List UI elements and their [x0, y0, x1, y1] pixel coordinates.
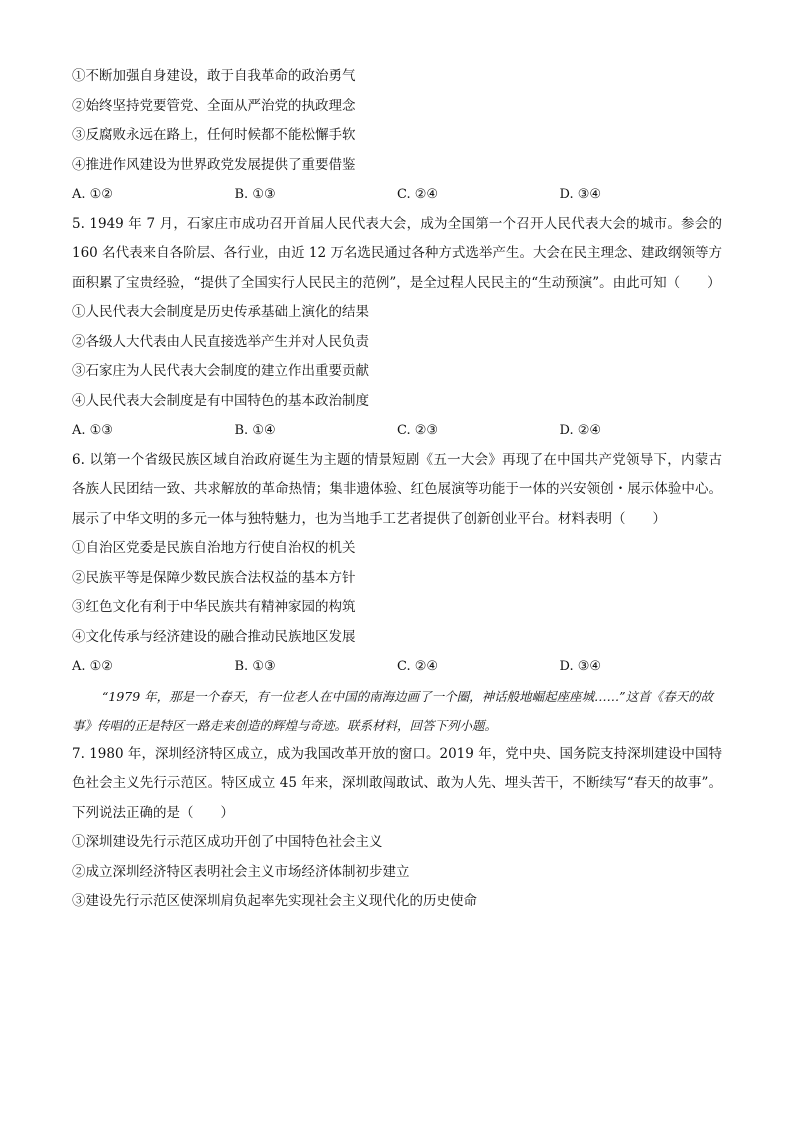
- reading-material: “1979 年，那是一个春天，有一位老人在中国的南海边画了一个圈，神话般地崛起座座城……”这首《春天的故事》传唱的正是特区一路走来创造的辉煌与奇迹。联系材料，回答下列小题。: [72, 688, 714, 733]
- q4-option-b[interactable]: B. ①③: [234, 187, 276, 202]
- q6-option-c[interactable]: C. ②④: [397, 659, 439, 674]
- q4-item-1: ①不断加强自身建设，敢于自我革命的政治勇气: [72, 68, 356, 84]
- q5-stem: 5. 1949 年 7 月，石家庄市成功召开首届人民代表大会，成为全国第一个召开人民代表大会的城市。参会的 160 名代表来自各阶层、各行业，由近 12 万名选民通过各种方式选举产生。大会在民主理念、建政纲领等方面积累了宝贵经验，“提供了全国实行人民民主的范例”，是全过程人民民主的“生动预演”。由此可知（ ）: [72, 215, 722, 291]
- q5-item-1: ①人民代表大会制度是历史传承基础上演化的结果: [72, 304, 369, 320]
- q7-item-3: ③建设先行示范区使深圳肩负起率先实现社会主义现代化的历史使命: [72, 893, 477, 909]
- q6-stem: 6. 以第一个省级民族区域自治政府诞生为主题的情景短剧《五一大会》再现了在中国共产党领导下，内蒙古各族人民团结一致、共求解放的革命热情；集非遗体验、红色展演等功能于一体的兴安领创・展示体验中心。展示了中华文明的多元一体与独特魅力，也为当地手工艺者提供了创新创业平台。材料表明（ ）: [72, 451, 722, 527]
- q5-option-c[interactable]: C. ②③: [397, 423, 439, 438]
- q6-options: [72, 652, 722, 682]
- q5-item-3: ③石家庄为人民代表大会制度的建立作出重要贡献: [72, 363, 369, 379]
- q6-item-2: ②民族平等是保障少数民族合法权益的基本方针: [72, 569, 356, 586]
- q6-item-1: ①自治区党委是民族自治地方行使自治权的机关: [72, 540, 356, 556]
- q7-item-1: ①深圳建设先行示范区成功开创了中国特色社会主义: [72, 834, 383, 850]
- q4-option-a[interactable]: A. ①②: [72, 187, 113, 202]
- q4-option-c[interactable]: C. ②④: [397, 187, 439, 202]
- q6-item-4: ④文化传承与经济建设的融合推动民族地区发展: [72, 628, 356, 645]
- exam-page: [72, 62, 722, 917]
- q4-option-d[interactable]: D. ③④: [559, 187, 602, 202]
- q5-option-b[interactable]: B. ①④: [234, 423, 276, 438]
- q5-item-4: ④人民代表大会制度是有中国特色的基本政治制度: [72, 392, 369, 409]
- q5-option-d[interactable]: D. ②④: [559, 423, 602, 438]
- q4-item-2: ②始终坚持党要管党、全面从严治党的执政理念: [72, 97, 356, 114]
- q6-option-b[interactable]: B. ①③: [234, 659, 276, 674]
- q4-item-4: ④推进作风建设为世界政党发展提供了重要借鉴: [72, 156, 356, 173]
- q7-stem: 7. 1980 年，深圳经济特区成立，成为我国改革开放的窗口。2019 年，党中央、国务院支持深圳建设中国特色社会主义先行示范区。特区成立 45 年来，深圳敢闯敢试、敢为人先、埋头苦干，不断续写“春天的故事”。下列说法正确的是（ ）: [72, 745, 722, 821]
- question-4-items: [72, 62, 722, 180]
- q6-item-3: ③红色文化有利于中华民族共有精神家园的构筑: [72, 599, 356, 615]
- q5-options: [72, 416, 722, 446]
- q7-item-2: ②成立深圳经济特区表明社会主义市场经济体制初步建立: [72, 863, 410, 880]
- q5-item-2: ②各级人大代表由人民直接选举产生并对人民负责: [72, 333, 369, 350]
- q4-options: [72, 180, 722, 210]
- q5-option-a[interactable]: A. ①③: [72, 423, 113, 438]
- q4-item-3: ③反腐败永远在路上，任何时候都不能松懈手软: [72, 127, 356, 143]
- q6-option-a[interactable]: A. ①②: [72, 659, 113, 674]
- q6-option-d[interactable]: D. ③④: [559, 659, 602, 674]
